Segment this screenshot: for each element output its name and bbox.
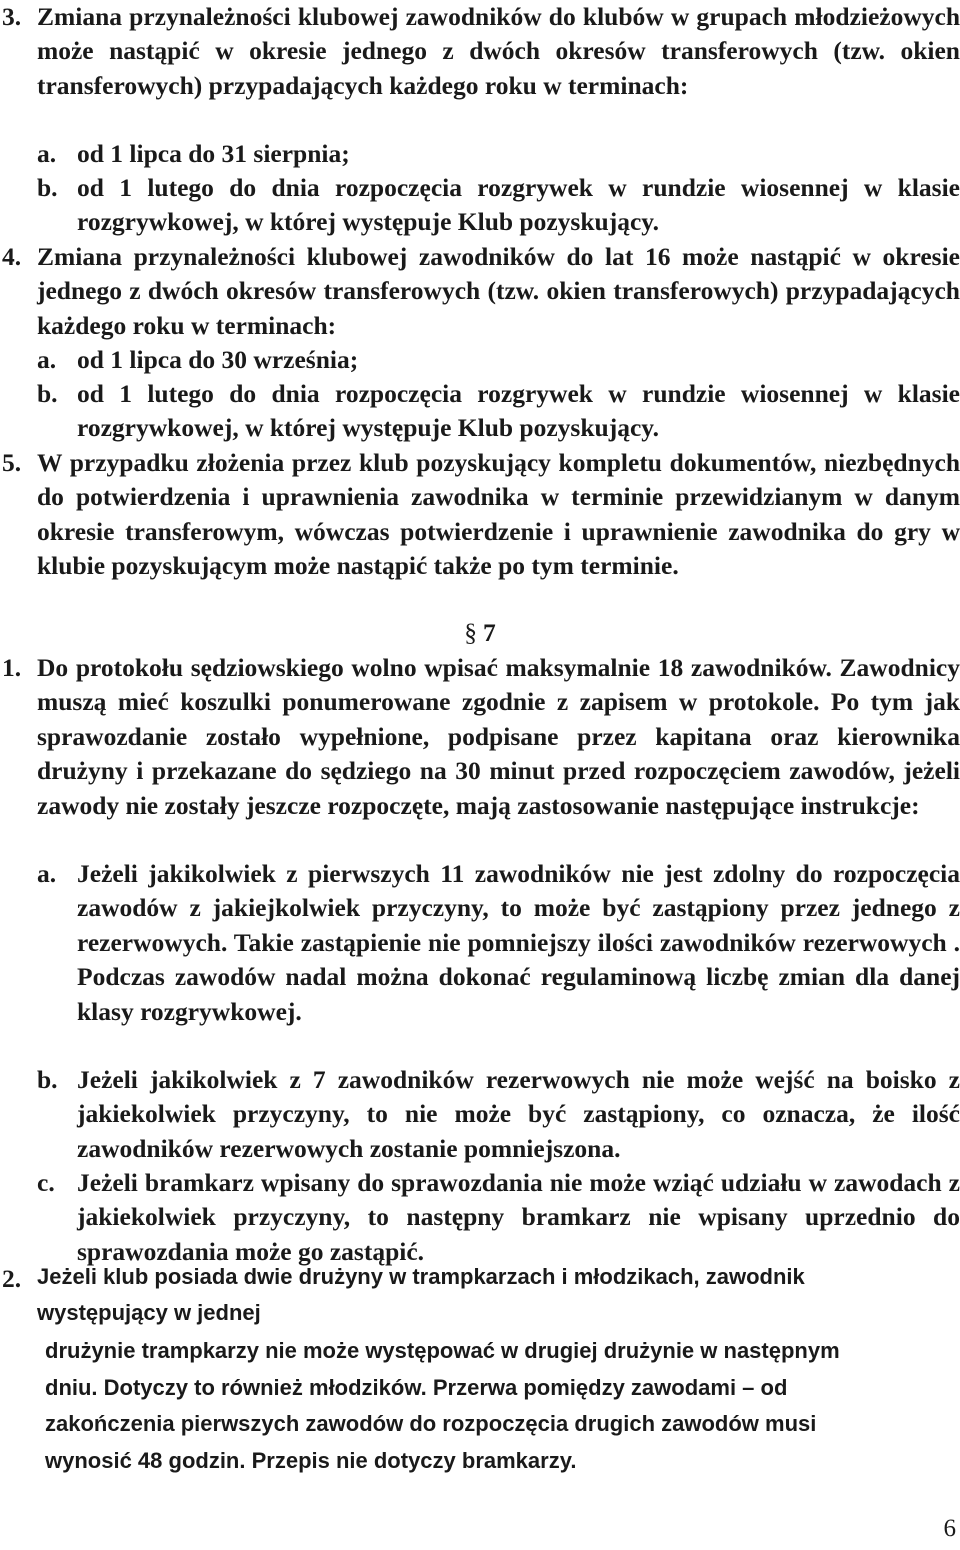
item-number: 1. (2, 653, 22, 682)
item-number: 2. (2, 1264, 22, 1293)
sub-item-3a (0, 137, 960, 171)
section-heading (0, 618, 960, 648)
item-text: Zmiana przynależności klubowej zawodników do lat 16 może nastąpić w okresie jednego z dwóch okresów transferowych (tzw. okien transferowych) przypadających każdego roku w terminach: (37, 242, 960, 340)
sub-item-label: c. (37, 1168, 55, 1197)
page-number: 6 (943, 1515, 956, 1542)
sub-item-4a (0, 343, 960, 377)
sub-item-label: a. (37, 859, 57, 888)
section-item-1 (0, 651, 960, 823)
sub-item-label: b. (37, 1065, 58, 1094)
item-text: W przypadku złożenia przez klub pozyskujący kompletu dokumentów, niezbędnych do potwierdzenia i uprawnienia zawodnika w terminie przewidzianym w danym okresie transferowym, wówczas potwierdzenie i uprawnienie zawodnika do gry w klubie pozyskującym może nastąpić także po tym terminie. (37, 448, 960, 581)
section-symbol: § (464, 618, 477, 647)
sub-item-text: Jeżeli bramkarz wpisany do sprawozdania nie może wziąć udziału w zawodach z jakiekolwiek przyczyny, to następny bramkarz nie wpisany uprzednio do sprawozdania może go zastąpić. (77, 1168, 960, 1266)
item-text: Zmiana przynależności klubowej zawodników do klubów w grupach młodzieżowych może nastąpić w okresie jednego z dwóch okresów transferowych (tzw. okien transferowych) przypadających każdego roku w terminach: (37, 2, 960, 100)
sub-item-text: od 1 lutego do dnia rozpoczęcia rozgrywek w rundzie wiosennej w klasie rozgrywkowej, w której występuje Klub pozyskujący. (77, 173, 960, 237)
sub-item-4b (0, 377, 960, 446)
sub-item-label: b. (37, 173, 58, 202)
sub-item-label: a. (37, 345, 57, 374)
section-item-2-text: drużynie trampkarzy nie może występować w drugiej drużynie w następnym dniu. Dotyczy to również młodzików. Przerwa pomiędzy zawodami – od zakończenia pierwszych zawodów do rozpoczęcia drugich zawodów musi wynosić 48 godzin. Przepis nie dotyczy bramkarzy. (45, 1338, 840, 1473)
item-number: 3. (2, 2, 22, 31)
sub-item-label: b. (37, 379, 58, 408)
section-number: 7 (483, 618, 496, 647)
list-item-5 (0, 446, 960, 584)
sub-item-text: od 1 lipca do 30 września; (77, 345, 359, 374)
sub-item-text: od 1 lutego do dnia rozpoczęcia rozgrywek w rundzie wiosennej w klasie rozgrywkowej, w której występuje Klub pozyskujący. (77, 379, 960, 443)
sub-item-1c (0, 1166, 960, 1269)
sub-item-text: Jeżeli jakikolwiek z 7 zawodników rezerwowych nie może wejść na boisko z jakiekolwiek przyczyny, to nie może być zastąpiony, co oznacza, że ilość zawodników rezerwowych zostanie pomniejszona. (77, 1065, 960, 1163)
sub-item-text: od 1 lipca do 31 sierpnia; (77, 139, 350, 168)
sub-item-3b (0, 171, 960, 240)
sub-item-text: Jeżeli jakikolwiek z pierwszych 11 zawodników nie jest zdolny do rozpoczęcia zawodów z jakiejkolwiek przyczyny, to może być zastąpiony przez jednego z rezerwowych. Takie zastąpienie nie pomniejszy ilości zawodników rezerwowych . Podczas zawodów nadal można dokonać regulaminową liczbę zmian dla danej klasy rozgrywkowej. (77, 859, 960, 1026)
list-item-3 (0, 0, 960, 103)
item-number: 4. (2, 242, 22, 271)
section-item-2-line1: Jeżeli klub posiada dwie drużyny w trampkarzach i młodzikach, zawodnik (37, 1264, 805, 1289)
section-item-2-line2: występujący w jednej (37, 1300, 261, 1325)
sub-item-label: a. (37, 139, 57, 168)
item-number: 5. (2, 448, 22, 477)
sub-item-1a (0, 857, 960, 1029)
list-item-4 (0, 240, 960, 343)
sub-item-1b (0, 1063, 960, 1166)
item-text: Do protokołu sędziowskiego wolno wpisać maksymalnie 18 zawodników. Zawodnicy muszą mieć koszulki ponumerowane zgodnie z zapisem w protokole. Po tym jak sprawozdanie zostało wypełnione, podpisane przez kapitana oraz kierownika drużyny i przekazane do sędziego na 30 minut przed rozpoczęciem zawodów, jeżeli zawody nie zostały jeszcze rozpoczęte, mają zastosowanie następujące instrukcje: (37, 653, 960, 820)
